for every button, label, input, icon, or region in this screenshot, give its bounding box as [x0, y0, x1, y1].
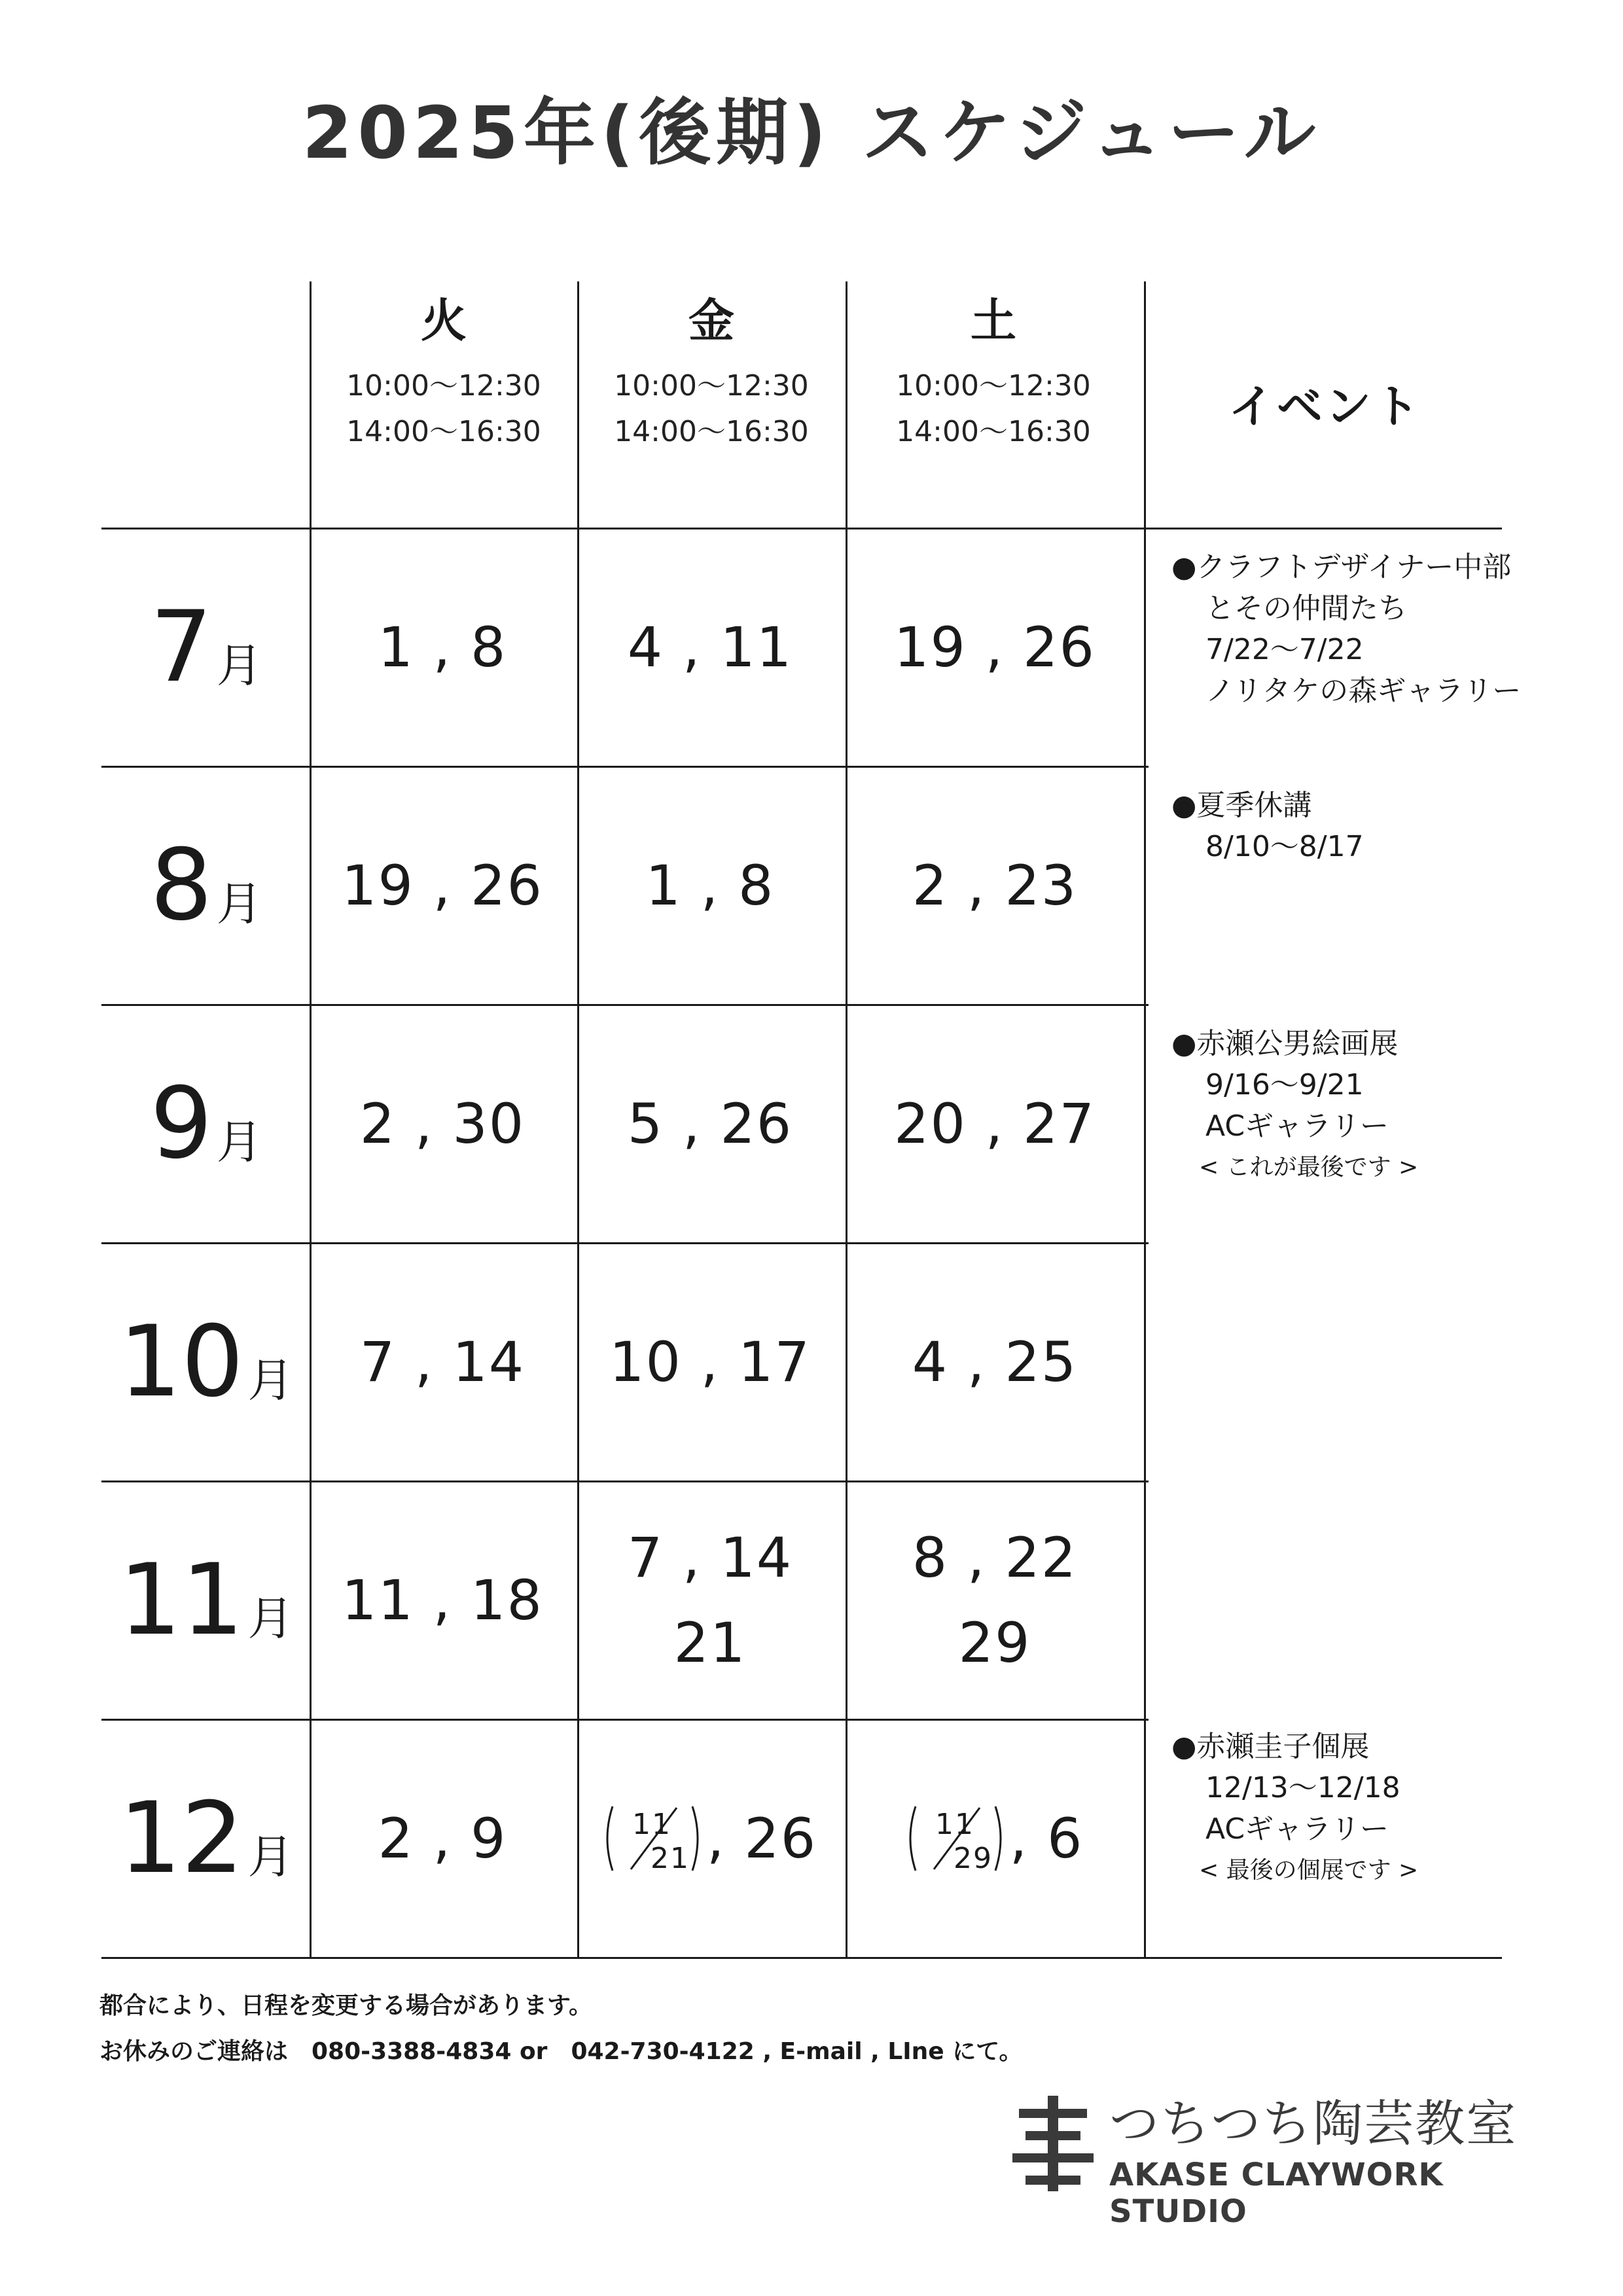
- month-suffix: 月: [247, 1829, 294, 1884]
- event-item: [1171, 1726, 1577, 1891]
- page-title: 2025年(後期) スケジュール: [302, 91, 1321, 175]
- event-venue: ノリタケの森ギャラリー: [1205, 674, 1522, 708]
- event-title: ●夏季休講: [1171, 789, 1312, 822]
- studio-name-jp: つちつち陶芸教室: [1109, 2094, 1518, 2153]
- month-number: 7: [150, 590, 213, 704]
- footer-notes: [99, 1983, 1023, 2075]
- dates-tuesday: [312, 529, 573, 765]
- date-line: 2 , 9: [378, 1806, 507, 1871]
- event-item: [1171, 547, 1577, 711]
- month-number: 8: [150, 829, 213, 942]
- event-title: ●クラフトデザイナー中部: [1171, 550, 1512, 584]
- dates-saturday: [864, 768, 1126, 1003]
- studio-logo: [1011, 2094, 1548, 2230]
- dates-friday: [579, 768, 841, 1003]
- dates-tuesday: [312, 1482, 573, 1718]
- column-divider: [846, 281, 847, 1959]
- date-line: [906, 1796, 1084, 1881]
- date-line: 21: [673, 1611, 747, 1675]
- month-label: [101, 1721, 311, 1956]
- day-name: 土: [971, 294, 1016, 348]
- month-label: [101, 1006, 311, 1242]
- fraction-top: 11: [632, 1808, 671, 1841]
- month-suffix: 月: [216, 876, 262, 931]
- event-item: [1171, 1023, 1577, 1188]
- dates-friday: [579, 1244, 841, 1480]
- day-header-friday: [580, 295, 842, 455]
- contact-info: お休みのご連絡は 080-3388-4834 or 042-730-4122 , E-mail , LIne にて。: [99, 2038, 1023, 2065]
- dates-tuesday: [312, 1006, 573, 1242]
- studio-name-en: AKASE CLAYWORK STUDIO: [1109, 2157, 1444, 2230]
- event-note: < 最後の個展です >: [1199, 1857, 1419, 1884]
- time-slot: 10:00〜12:30: [346, 369, 541, 403]
- time-slots: [863, 363, 1124, 455]
- date-line: 20 , 27: [894, 1092, 1096, 1156]
- date-line: 4 , 11: [627, 615, 793, 679]
- date-line: 1 , 8: [378, 615, 507, 679]
- date-line: 2 , 23: [912, 853, 1078, 918]
- schedule-change-notice: 都合により、日程を変更する場合があります。: [99, 1992, 593, 2019]
- time-slots: [313, 363, 575, 455]
- time-slot: 10:00〜12:30: [614, 369, 809, 403]
- month-number: 11: [118, 1543, 244, 1657]
- day-header-saturday: [863, 295, 1124, 455]
- dates-tuesday: [312, 1244, 573, 1480]
- date-line: 10 , 17: [609, 1330, 811, 1394]
- dates-saturday: [864, 1482, 1126, 1718]
- table-bottom-border: [101, 1957, 1502, 1959]
- time-slot: 14:00〜16:30: [346, 415, 541, 448]
- month-number: 9: [150, 1067, 213, 1181]
- time-slot: 14:00〜16:30: [896, 415, 1091, 448]
- event-item: [1171, 785, 1577, 867]
- month-label: [101, 1482, 311, 1718]
- date-line: 19 , 26: [342, 853, 543, 918]
- date-line: 4 , 25: [912, 1330, 1078, 1394]
- column-divider: [1144, 281, 1146, 1959]
- date-line: 19 , 26: [894, 615, 1096, 679]
- month-suffix: 月: [216, 1115, 262, 1169]
- month-number: 10: [118, 1305, 244, 1419]
- dates-friday: [579, 1721, 841, 1956]
- time-slot: 14:00〜16:30: [614, 415, 809, 448]
- event-venue: ACギャラリー: [1205, 1109, 1389, 1143]
- month-label: [101, 768, 311, 1003]
- month-suffix: 月: [247, 1353, 294, 1407]
- date-rest: , 26: [706, 1806, 817, 1871]
- event-title: ●赤瀬公男絵画展: [1171, 1027, 1399, 1060]
- dates-friday: [579, 1006, 841, 1242]
- fraction-top: 11: [935, 1808, 974, 1841]
- fraction-date: [603, 1803, 702, 1874]
- date-line: 5 , 26: [627, 1092, 793, 1156]
- event-header: イベント: [1228, 380, 1422, 433]
- dates-friday: [579, 1482, 841, 1718]
- dates-tuesday: [312, 768, 573, 1003]
- month-number: 12: [118, 1782, 244, 1895]
- event-detail: とその仲間たち: [1205, 592, 1407, 625]
- date-line: [603, 1796, 817, 1881]
- time-slots: [580, 363, 842, 455]
- date-line: 2 , 30: [359, 1092, 526, 1156]
- date-line: 29: [958, 1611, 1031, 1675]
- logo-mark-icon: [1011, 2094, 1096, 2193]
- month-suffix: 月: [247, 1591, 294, 1645]
- date-line: 1 , 8: [645, 853, 775, 918]
- date-line: 7 , 14: [359, 1330, 526, 1394]
- day-header-tuesday: [313, 295, 575, 455]
- event-title: ●赤瀬圭子個展: [1171, 1730, 1370, 1763]
- dates-saturday: [864, 1006, 1126, 1242]
- date-line: 8 , 22: [912, 1526, 1078, 1590]
- month-label: [101, 1244, 311, 1480]
- event-dates: 8/10〜8/17: [1205, 830, 1364, 863]
- fraction-bottom: 29: [953, 1842, 993, 1874]
- event-dates: 9/16〜9/21: [1205, 1068, 1364, 1102]
- dates-tuesday: [312, 1721, 573, 1956]
- date-line: 7 , 14: [627, 1526, 793, 1590]
- date-rest: , 6: [1009, 1806, 1084, 1871]
- dates-saturday: [864, 529, 1126, 765]
- event-dates: 12/13〜12/18: [1205, 1771, 1400, 1804]
- day-name: 火: [421, 294, 467, 348]
- fraction-bottom: 21: [650, 1842, 690, 1874]
- fraction-date: [906, 1803, 1005, 1874]
- event-venue: ACギャラリー: [1205, 1812, 1389, 1846]
- dates-saturday: [864, 1244, 1126, 1480]
- dates-saturday: [864, 1721, 1126, 1956]
- event-note: < これが最後です >: [1199, 1154, 1419, 1181]
- dates-friday: [579, 529, 841, 765]
- event-dates: 7/22〜7/22: [1205, 633, 1364, 666]
- month-suffix: 月: [216, 638, 262, 692]
- day-name: 金: [688, 294, 734, 348]
- time-slot: 10:00〜12:30: [896, 369, 1091, 403]
- month-label: [101, 529, 311, 765]
- date-line: 11 , 18: [342, 1568, 543, 1632]
